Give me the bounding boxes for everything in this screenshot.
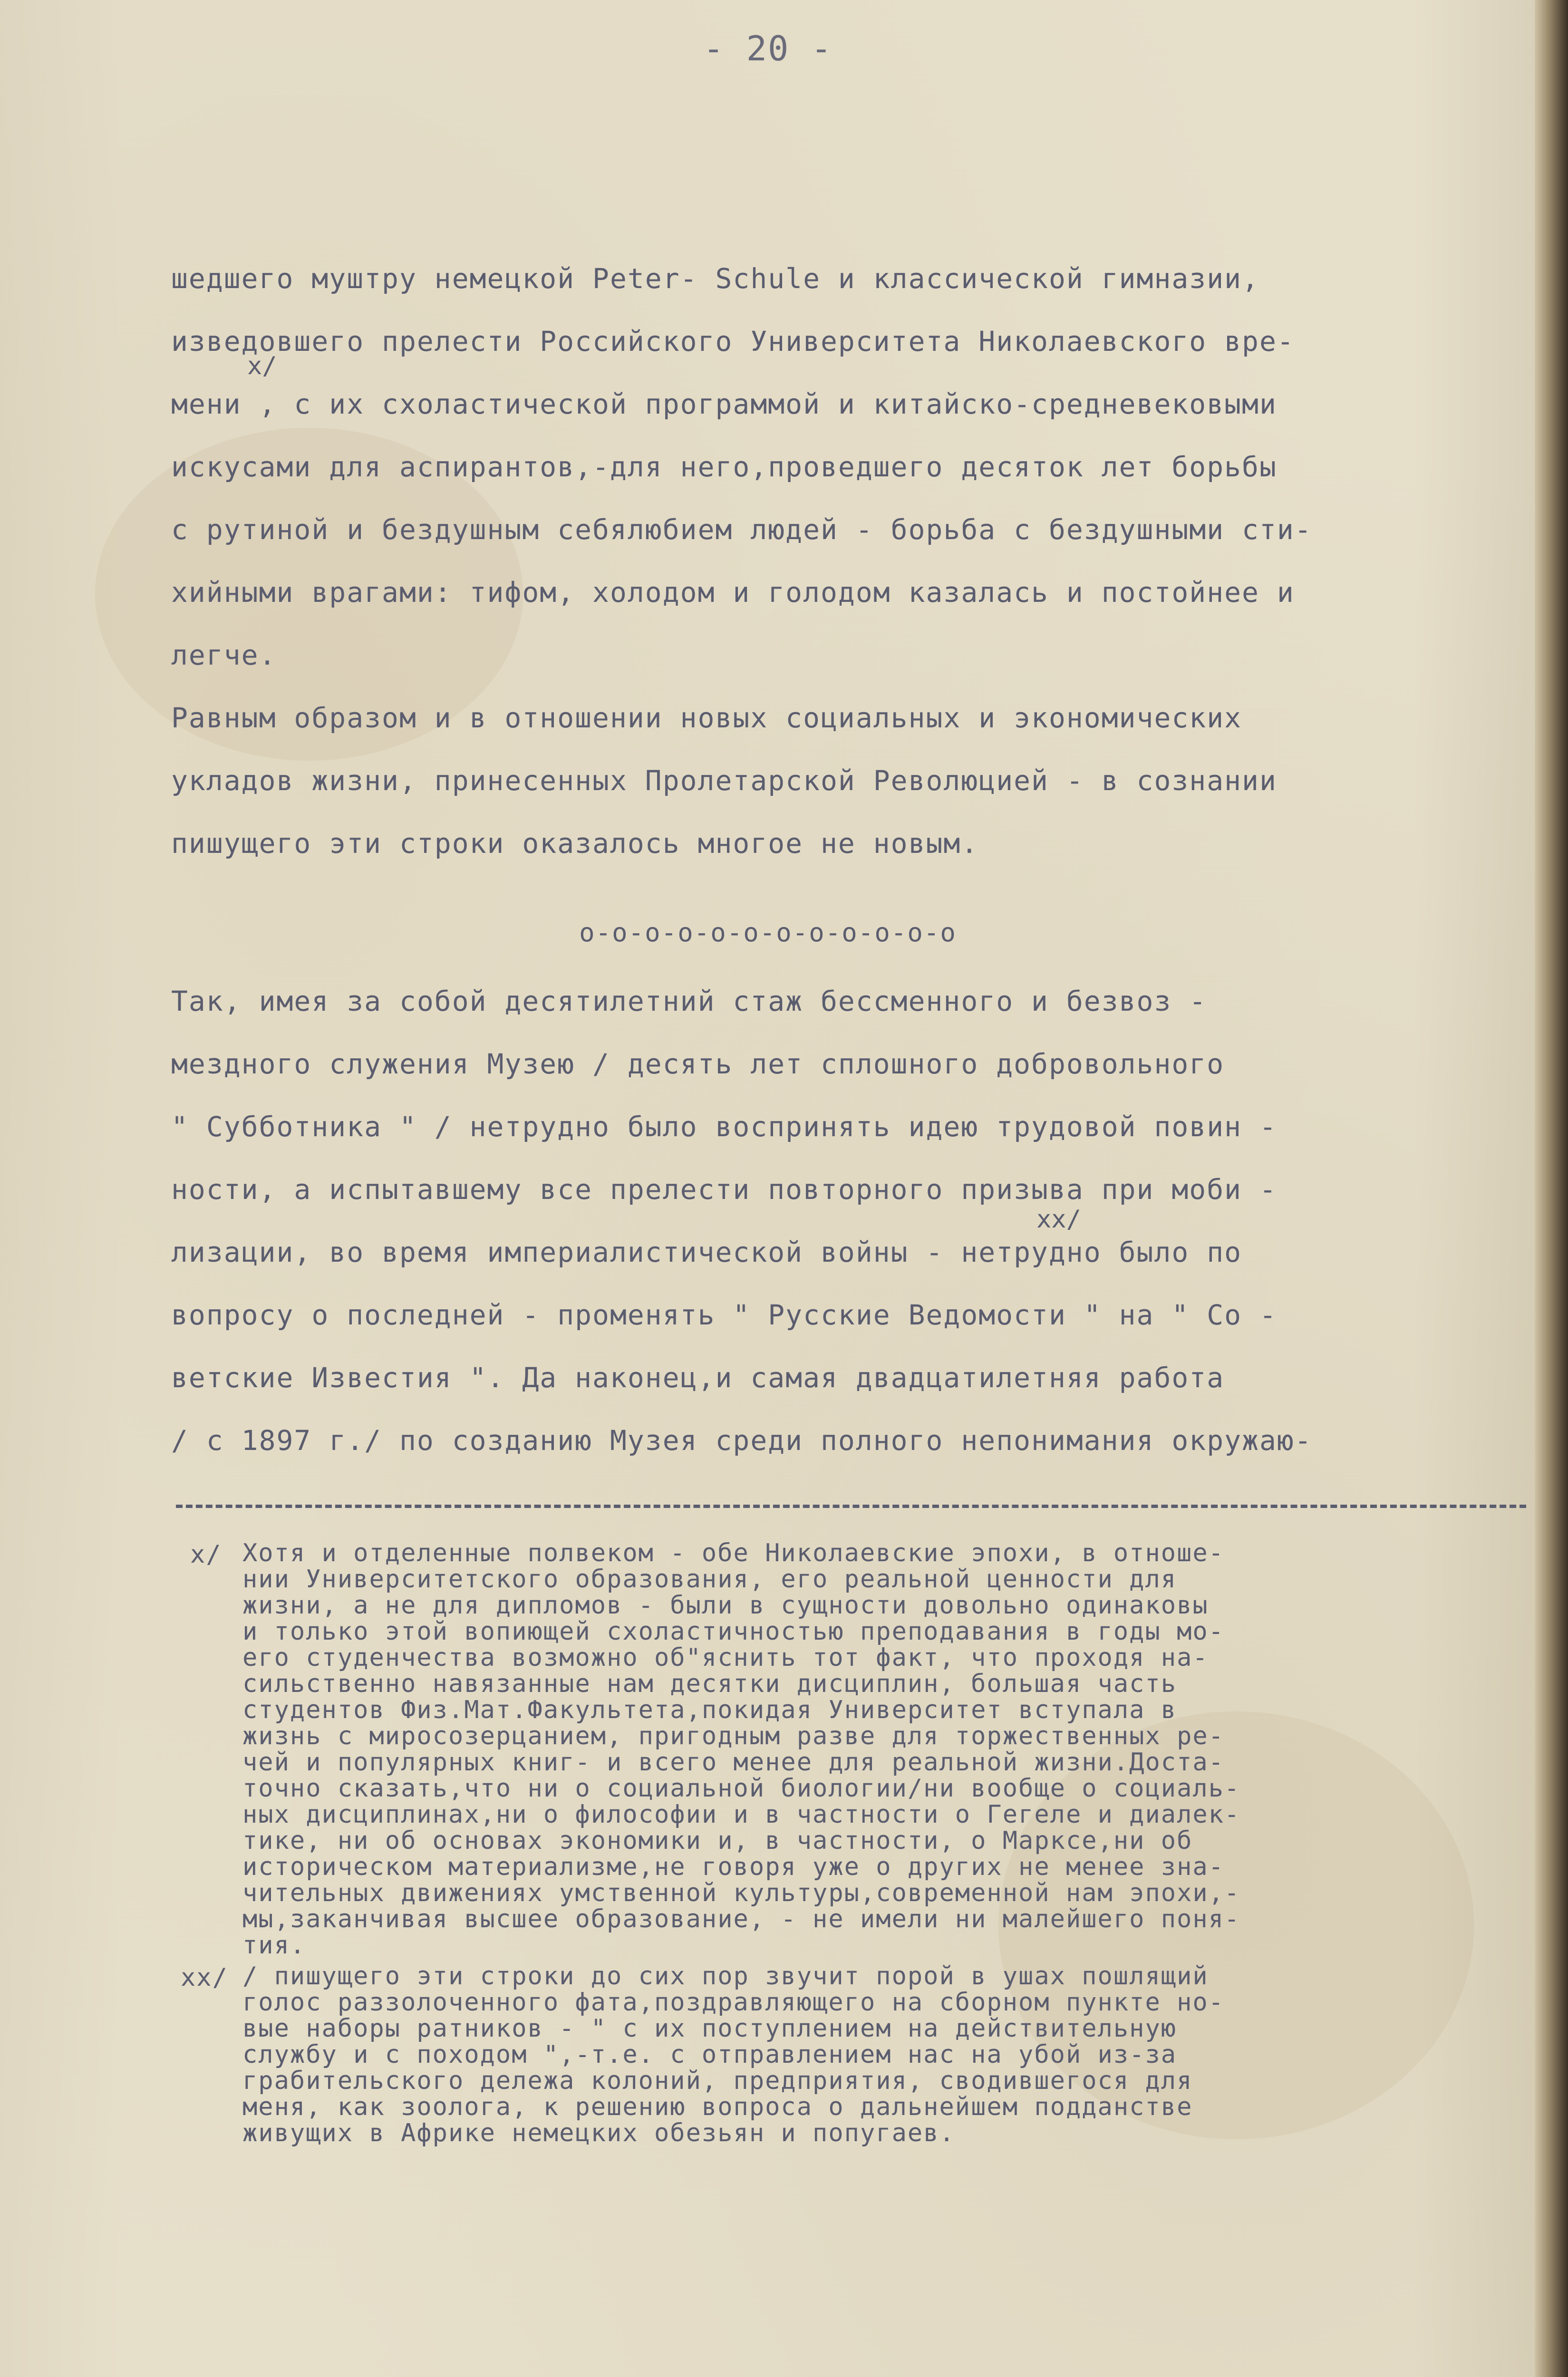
- footnote-ref-xx: xx/: [1036, 1205, 1081, 1234]
- text-line: мени , с их схоластической программой и китайско-средневековыми: [171, 388, 1277, 420]
- footnote-line: нии Университетского образования, его реальной ценности для: [242, 1565, 1177, 1594]
- text-line: легче.: [171, 639, 277, 671]
- footnote-separator: [176, 1505, 1526, 1508]
- footnotes: [181, 1539, 1512, 2147]
- footnote-mark: x/: [190, 1540, 222, 1569]
- text-line: пишущего эти строки оказалось многое не новым.: [171, 827, 979, 860]
- text-line: с рутиной и бездушным себялюбием людей - борьба с бездушными сти-: [171, 513, 1312, 546]
- text-line: хийными врагами: тифом, холодом и голодом казалась и постойнее и: [171, 576, 1295, 609]
- footnote-line: грабительского дележа колоний, предприятия, сводившегося для: [242, 2067, 1193, 2095]
- text-line: шедшего муштру немецкой Peter- Schule и классической гимназии,: [171, 262, 1259, 295]
- footnote-line: мы,заканчивая высшее образование, - не имели ни малейшего поня-: [242, 1905, 1240, 1933]
- footnote-line: точно сказать,что ни о социальной биологии/ни вообще о социаль-: [242, 1774, 1240, 1803]
- text-line: / с 1897 г./ по созданию Музея среди полного непонимания окружаю-: [171, 1424, 1312, 1457]
- footnote-line: и только этой вопиющей схоластичностью преподавания в годы мо-: [242, 1617, 1225, 1646]
- text-line: Равным образом и в отношении новых социальных и экономических: [171, 702, 1242, 734]
- text-line: лизации, во время империалистической войны - нетрудно было по: [171, 1236, 1242, 1268]
- text-line: мездного служения Музею / десять лет сплошного добровольного: [171, 1048, 1225, 1080]
- footnote-line: вые наборы ратников - " с их поступлением на действительную: [242, 2014, 1177, 2043]
- footnote-line: сильственно навязанные нам десятки дисциплин, большая часть: [242, 1670, 1177, 1698]
- footnote-line: голос раззолоченного фата,поздравляющего на сборном пункте но-: [242, 1988, 1225, 2017]
- footnote-line: студентов Физ.Мат.Факультета,покидая Университет вступала в: [242, 1696, 1177, 1724]
- footnote-line: / пишущего эти строки до сих пор звучит порой в ушах пошлящий: [242, 1962, 1209, 1990]
- footnote-line: чительных движениях умственной культуры,современной нам эпохи,-: [242, 1879, 1240, 1907]
- page-edge: [1535, 0, 1568, 2377]
- main-text-block-2: [171, 970, 1512, 1472]
- footnote-mark: xx/: [181, 1963, 228, 1992]
- text-line: искусами для аспирантов,-для него,проведшего десяток лет борьбы: [171, 451, 1277, 483]
- footnote-line: жизнь с миросозерцанием, пригодным разве для торжественных ре-: [242, 1722, 1225, 1750]
- text-line: вопросу о последней - променять " Русские Ведомости " на " Со -: [171, 1299, 1277, 1331]
- footnote-line: Хотя и отделенные полвеком - обе Николаевские эпохи, в отноше-: [242, 1539, 1225, 1567]
- main-text-block-1: [171, 247, 1512, 875]
- text-line: " Субботника " / нетрудно было воспринять идею трудовой повин -: [171, 1111, 1277, 1143]
- footnote-line: тия.: [242, 1931, 306, 1960]
- text-line: изведовшего прелести Российского Университета Николаевского вре-: [171, 325, 1295, 358]
- text-line: укладов жизни, принесенных Пролетарской Революцией - в сознании: [171, 764, 1277, 797]
- footnote-line: чей и популярных книг- и всего менее для реальной жизни.Доста-: [242, 1748, 1225, 1777]
- footnote-line: тике, ни об основах экономики и, в частности, о Марксе,ни об: [242, 1826, 1193, 1855]
- footnote: [190, 1540, 1512, 1959]
- footnote-line: ных дисциплинах,ни о философии и в частности о Гегеле и диалек-: [242, 1800, 1240, 1829]
- footnote-line: жизни, а не для дипломов - были в сущности довольно одинаковы: [242, 1591, 1209, 1620]
- footnote-line: его студенчества возможно об"яснить тот факт, что проходя на-: [242, 1643, 1209, 1672]
- footnote-line: меня, как зоолога, к решению вопроса о дальнейшем подданстве: [242, 2093, 1193, 2121]
- section-divider: о-о-о-о-о-о-о-о-о-о-о-о: [579, 918, 957, 947]
- footnote-line: службу и с походом ",-т.е. с отправлением нас на убой из-за: [242, 2040, 1177, 2069]
- footnote-line: живущих в Африке немецких обезьян и попугаев.: [242, 2119, 955, 2147]
- text-line: Так, имея за собой десятилетний стаж бессменного и безвоз -: [171, 985, 1207, 1017]
- footnote-ref-x: x/: [247, 352, 277, 380]
- page-number: - 20 -: [703, 29, 833, 68]
- text-line: ветские Известия ". Да наконец,и самая двадцатилетняя работа: [171, 1362, 1225, 1394]
- footnote: [181, 1962, 1512, 2147]
- footnote-line: историческом материализме,не говоря уже о других не менее зна-: [242, 1853, 1225, 1881]
- text-line: ности, а испытавшему все прелести повторного призыва при моби -: [171, 1173, 1277, 1206]
